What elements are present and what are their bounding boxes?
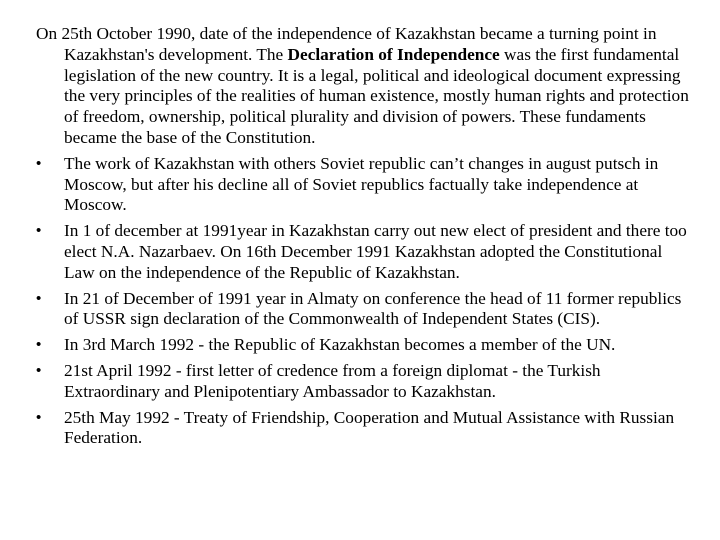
list-item	[36, 289, 696, 331]
list-item-text: 21st April 1992 - first letter of credence from a foreign diplomat - the Turkish Extraordinary and Plenipotentiary Ambassador to Kazakhstan.	[64, 360, 601, 401]
declaration-title: Declaration of Independence	[287, 44, 500, 64]
bullet-icon: •	[36, 154, 42, 172]
list-item	[36, 154, 696, 216]
list-item	[36, 221, 696, 283]
list-item	[36, 408, 696, 450]
bullet-icon: •	[36, 289, 42, 307]
bullet-icon: •	[36, 336, 42, 354]
intro-text-before: On 25th October 1990, date of the independence of Kazakhstan became a turning point in Kazakhstan's development. The	[36, 24, 657, 64]
list-item	[36, 361, 696, 403]
list-item-text: In 21 of December of 1991 year in Almaty on conference the head of 11 former republics of USSR sign declaration of the Commonwealth of Independent States (CIS).	[64, 288, 682, 329]
intro-text-after: was the first fundamental legislation of the new country. It is a legal, political and ideological document expressing the very principles of the realities of human existence, mostly human rights and protection of freedom, ownership, political plurality and division of powers. These fundaments became the base of the Constitution.	[64, 44, 689, 147]
bullet-icon: •	[36, 361, 42, 379]
list-item-text: In 1 of december at 1991year in Kazakhstan carry out new elect of president and there too elect N.A. Nazarbaev. On 16th December 1991 Kazakhstan adopted the Constitutional Law on the independence of the Republic of Kazakhstan.	[64, 221, 687, 282]
bullet-icon: •	[36, 222, 42, 240]
list-item	[36, 335, 696, 356]
list-item-text: 25th May 1992 - Treaty of Friendship, Cooperation and Mutual Assistance with Russian Federation.	[64, 407, 675, 448]
intro-paragraph	[36, 24, 696, 149]
list-item-text: The work of Kazakhstan with others Soviet republic can’t changes in august putsch in Moscow, but after his decline all of Soviet republics factually take independence at Moscow.	[64, 153, 659, 215]
bullet-icon: •	[36, 408, 42, 426]
list-item-text: In 3rd March 1992 - the Republic of Kazakhstan becomes a member of the UN.	[64, 335, 616, 355]
